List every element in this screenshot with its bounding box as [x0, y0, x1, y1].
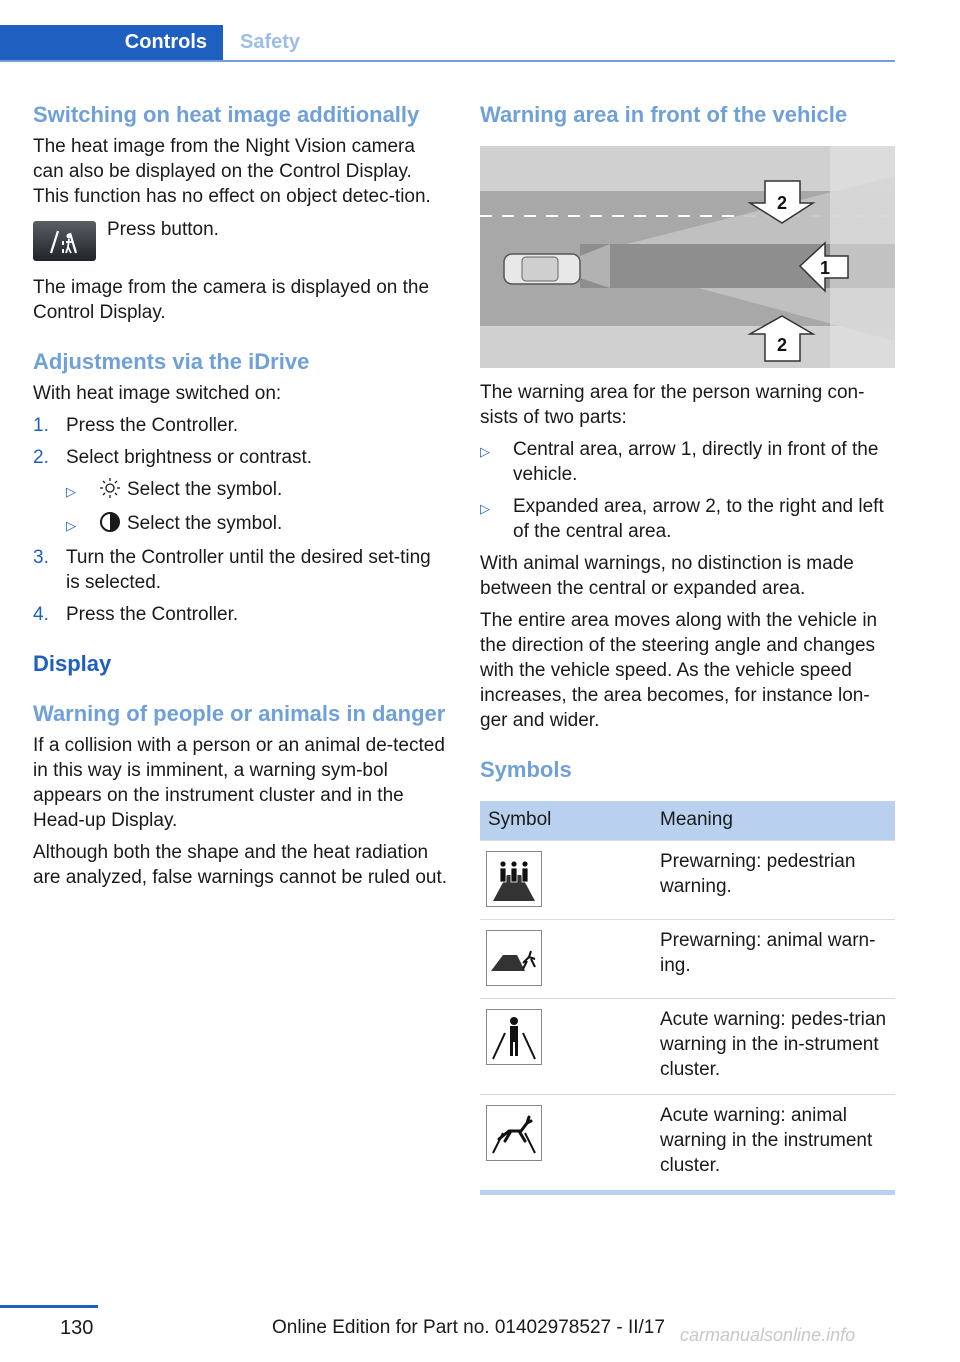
- meaning-cell: Prewarning: pedestrian warning.: [652, 840, 895, 919]
- contrast-icon: [99, 511, 121, 533]
- list-item: [480, 437, 895, 487]
- table-row: [480, 1094, 895, 1192]
- option-item: [66, 477, 312, 504]
- column-header-symbol: Symbol: [480, 801, 652, 840]
- arrow-label-middle: 1: [819, 258, 831, 278]
- edition-note: Online Edition for Part no. 01402978527 - II/17: [272, 1317, 665, 1338]
- pedestrian-acute-warning-icon: [486, 1009, 542, 1065]
- meaning-cell: Acute warning: animal warning in the instrument cluster.: [652, 1094, 895, 1192]
- step-text: Select brightness or contrast.: [66, 447, 313, 468]
- triangle-bullet-icon: ▷: [480, 501, 490, 516]
- tab-controls[interactable]: Controls: [0, 25, 223, 60]
- brightness-icon: [99, 477, 121, 499]
- triangle-bullet-icon: ▷: [66, 518, 76, 533]
- list-item-text: Central area, arrow 1, directly in front of the vehicle.: [513, 439, 879, 485]
- option-item: [66, 511, 312, 538]
- paragraph-animal-warnings: With animal warnings, no distinction is made between the central or expanded area.: [480, 553, 854, 599]
- heading-symbols: Symbols: [480, 757, 572, 782]
- warning-area-diagram: [480, 146, 895, 368]
- night-vision-button-icon: [33, 221, 96, 261]
- left-column: [33, 100, 449, 890]
- paragraph-heat-image-intro: The heat image from the Night Vision camera can also be displayed on the Control Display. This function has no effect on object detec‐tion.: [33, 136, 431, 207]
- step-text: Press the Controller.: [66, 604, 239, 625]
- triangle-bullet-icon: ▷: [480, 444, 490, 459]
- heading-warning-area: Warning area in front of the vehicle: [480, 102, 848, 127]
- paragraph-false-warnings: Although both the shape and the heat radiation are analyzed, false warnings cannot be ruled out.: [33, 842, 448, 888]
- footer-rule: [0, 1305, 98, 1308]
- option-text: Select the symbol.: [127, 513, 283, 534]
- watermark: carmanualsonline.info: [680, 1325, 856, 1345]
- column-header-meaning: Meaning: [652, 801, 895, 840]
- paragraph-camera-image: The image from the camera is displayed on the Control Display.: [33, 277, 430, 323]
- step-number: 4.: [33, 604, 49, 625]
- brightness-contrast-options: [66, 477, 312, 538]
- symbols-table: [480, 801, 895, 1195]
- step-text: Press the Controller.: [66, 415, 239, 436]
- list-item: [480, 494, 895, 544]
- meaning-cell: Prewarning: animal warn‐ing.: [652, 919, 895, 998]
- arrow-label-top: 2: [776, 193, 788, 213]
- paragraph-heat-image-on: With heat image switched on:: [33, 383, 282, 404]
- step-number: 2.: [33, 447, 49, 468]
- section-tab-bar: [0, 25, 895, 62]
- step-item: [33, 545, 449, 595]
- heading-display: Display: [33, 651, 112, 676]
- adjustment-steps-list: [33, 413, 449, 627]
- step-number: 3.: [33, 547, 49, 568]
- table-row: [480, 840, 895, 919]
- animal-prewarning-icon: [486, 930, 542, 986]
- heading-adjustments-idrive: Adjustments via the iDrive: [33, 349, 310, 374]
- list-item-text: Expanded area, arrow 2, to the right and left of the central area.: [513, 496, 884, 542]
- step-item: [33, 602, 449, 627]
- table-row: [480, 998, 895, 1094]
- step-item: [33, 413, 449, 438]
- heading-warning-people-animals: Warning of people or animals in danger: [33, 701, 446, 726]
- right-column: [480, 100, 895, 1195]
- press-button-label: Press button.: [107, 219, 219, 240]
- step-number: 1.: [33, 415, 49, 436]
- heading-switching-heat-image: Switching on heat image additionally: [33, 102, 420, 127]
- tab-safety[interactable]: Safety: [240, 31, 301, 53]
- paragraph-area-moves: The entire area moves along with the vehicle in the direction of the steering angle and changes with the vehicle speed. As the vehicle speed increases, the area becomes, for instance lon‐ger and wider.: [480, 610, 878, 731]
- paragraph-collision-warning: If a collision with a person or an animal de‐tected in this way is imminent, a warning sym‐bol appears on the instrument cluster and in the Head-up Display.: [33, 735, 445, 831]
- warning-area-parts-list: [480, 437, 895, 544]
- pedestrian-prewarning-icon: [486, 851, 542, 907]
- meaning-cell: Acute warning: pedes‐trian warning in the in‐strument cluster.: [652, 998, 895, 1094]
- triangle-bullet-icon: ▷: [66, 484, 76, 499]
- page-number: 130: [60, 1317, 94, 1339]
- arrow-label-bottom: 2: [776, 335, 788, 355]
- warning-area-illustration: [480, 146, 895, 368]
- press-button-row: [33, 221, 449, 261]
- step-text: Turn the Controller until the desired set‐ting is selected.: [66, 547, 431, 593]
- table-header-row: [480, 801, 895, 840]
- animal-acute-warning-icon: [486, 1105, 542, 1161]
- table-row: [480, 919, 895, 998]
- option-text: Select the symbol.: [127, 479, 283, 500]
- step-item: [33, 445, 449, 538]
- paragraph-warning-area-parts: The warning area for the person warning con‐sists of two parts:: [480, 382, 865, 428]
